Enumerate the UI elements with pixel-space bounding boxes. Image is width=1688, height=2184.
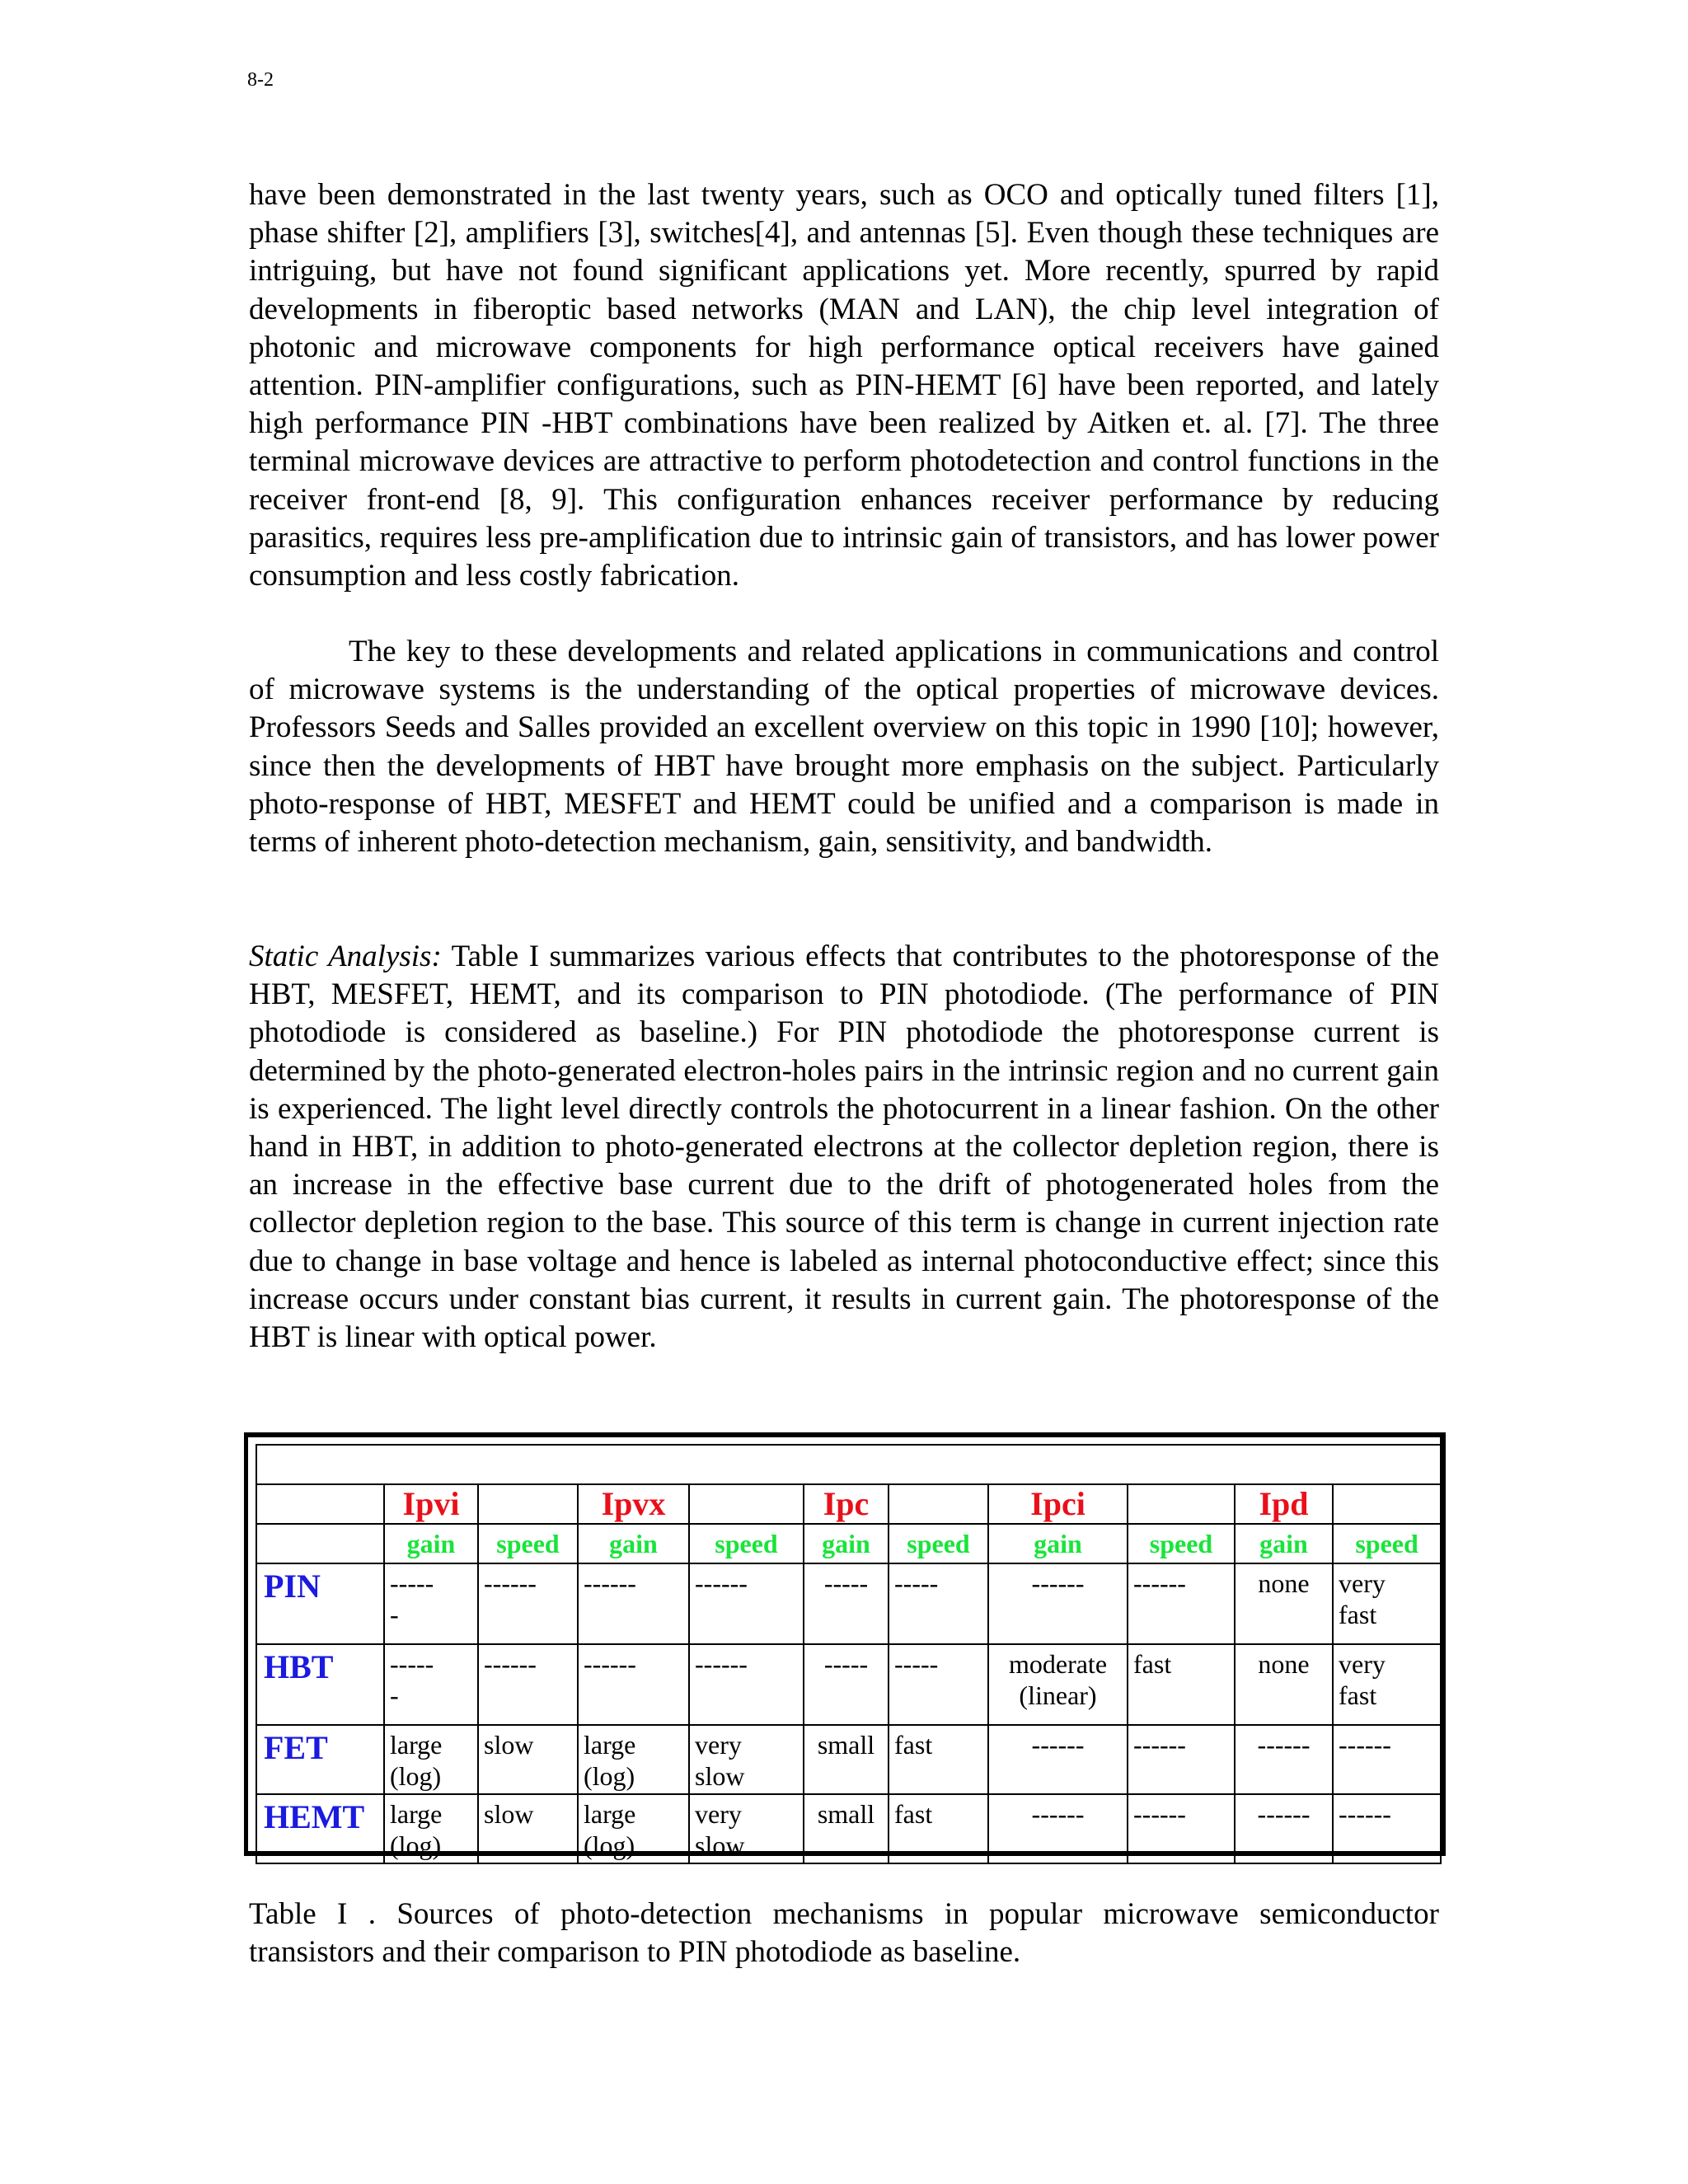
- row-label: PIN: [256, 1563, 384, 1644]
- subheader-cell: gain: [804, 1524, 889, 1563]
- table-cell: ------: [1128, 1563, 1235, 1644]
- subheader-cell: speed: [689, 1524, 804, 1563]
- table-cell: ------: [689, 1563, 804, 1644]
- table-cell: -----: [804, 1563, 889, 1644]
- table-cell: ------: [1333, 1725, 1441, 1794]
- table-title-cell: [256, 1445, 1441, 1484]
- table-cell: -----: [804, 1644, 889, 1725]
- table-cell: ----- -: [384, 1563, 478, 1644]
- table-cell: none: [1235, 1644, 1333, 1725]
- paragraph-key-developments: The key to these developments and related applications in communications and control of microwave systems is the understanding of the optical properties of microwave devices. Professors Seeds and Salles provided an excellent overview on this topic in 1990 [10]; however, since then the developments of HBT have brought more emphasis on the subject. Particularly photo-response of HBT, MESFET and HEMT could be unified and a comparison is made in terms of inherent photo-detection mechanism, gain, sensitivity, and bandwidth.: [249, 635, 1439, 860]
- table-cell: ------: [1235, 1794, 1333, 1863]
- row-label: FET: [256, 1725, 384, 1794]
- quantity-header: Ipc: [804, 1484, 889, 1524]
- table-caption: Table I . Sources of photo-detection mechanisms in popular microwave semiconductor transistors and their comparison to PIN photodiode as baseline.: [249, 1897, 1439, 1969]
- subheader-cell: speed: [889, 1524, 988, 1563]
- row-label: HEMT: [256, 1794, 384, 1863]
- quantity-header: Ipci: [988, 1484, 1128, 1524]
- corner-cell: [256, 1484, 384, 1524]
- static-analysis-heading: Static Analysis:: [249, 940, 442, 973]
- table-cell: ------: [1128, 1794, 1235, 1863]
- subheader-cell: gain: [384, 1524, 478, 1563]
- table-cell: very slow: [689, 1794, 804, 1863]
- subheader-row: [256, 1524, 1441, 1563]
- table-cell: ------: [1333, 1794, 1441, 1863]
- table-cell: fast: [889, 1794, 988, 1863]
- table-row: [256, 1725, 1441, 1794]
- row-label: HBT: [256, 1644, 384, 1725]
- table-cell: -----: [889, 1563, 988, 1644]
- table-cell: ----- -: [384, 1644, 478, 1725]
- subheader-cell: speed: [1128, 1524, 1235, 1563]
- paragraph-static-analysis: [249, 938, 1439, 1357]
- header-spacer: [1333, 1484, 1441, 1524]
- header-spacer: [1128, 1484, 1235, 1524]
- header-spacer: [689, 1484, 804, 1524]
- table-cell: ------: [578, 1563, 689, 1644]
- quantity-header: Ipvx: [578, 1484, 689, 1524]
- corner-cell: [256, 1524, 384, 1563]
- table-cell: very slow: [689, 1725, 804, 1794]
- table-title-row: [256, 1445, 1441, 1484]
- paragraph-intro: have been demonstrated in the last twenty years, such as OCO and optically tuned filters [1], phase shifter [2], amplifiers [3], switches[4], and antennas [5]. Even though these techniques are intriguing, but have not found significant applications yet. More recently, spurred by rapid developments in fiberoptic based networks (MAN and LAN), the chip level integration of photonic and microwave components for high performance optical receivers have gained attention. PIN-amplifier configurations, such as PIN-HEMT [6] have been reported, and lately high performance PIN -HBT combinations have been realized by Aitken et. al. [7]. The three terminal microwave devices are attractive to perform photodetection and control functions in the receiver front-end [8, 9]. This configuration enhances receiver performance by reducing parasitics, requires less pre-amplification due to intrinsic gain of transistors, and has lower power consumption and less costly fabrication.: [249, 178, 1439, 593]
- table-cell: slow: [478, 1794, 578, 1863]
- table-cell: ------: [988, 1563, 1128, 1644]
- table-cell: large (log): [384, 1725, 478, 1794]
- table-cell: large (log): [578, 1794, 689, 1863]
- photodetection-table: [256, 1444, 1442, 1864]
- table-cell: ------: [478, 1563, 578, 1644]
- table-cell: small: [804, 1725, 889, 1794]
- table-cell: ------: [578, 1644, 689, 1725]
- subheader-cell: speed: [478, 1524, 578, 1563]
- quantity-header: Ipvi: [384, 1484, 478, 1524]
- table-cell: none: [1235, 1563, 1333, 1644]
- table-cell: ------: [1235, 1725, 1333, 1794]
- table-row: [256, 1563, 1441, 1644]
- table-cell: large (log): [384, 1794, 478, 1863]
- header-spacer: [889, 1484, 988, 1524]
- table-cell: ------: [478, 1644, 578, 1725]
- header-spacer: [478, 1484, 578, 1524]
- table-cell: very fast: [1333, 1563, 1441, 1644]
- table-cell: -----: [889, 1644, 988, 1725]
- table-cell: large (log): [578, 1725, 689, 1794]
- table-row: [256, 1644, 1441, 1725]
- page-number: 8-2: [247, 69, 274, 91]
- subheader-cell: gain: [578, 1524, 689, 1563]
- subheader-cell: gain: [988, 1524, 1128, 1563]
- table-cell: ------: [988, 1794, 1128, 1863]
- table-cell: slow: [478, 1725, 578, 1794]
- table-cell: ------: [988, 1725, 1128, 1794]
- table-cell: fast: [889, 1725, 988, 1794]
- subheader-cell: speed: [1333, 1524, 1441, 1563]
- table-row: [256, 1794, 1441, 1863]
- table-cell: moderate (linear): [988, 1644, 1128, 1725]
- table-cell: very fast: [1333, 1644, 1441, 1725]
- static-analysis-body: Table I summarizes various effects that contributes to the photoresponse of the HBT, MESFET, HEMT, and its comparison to PIN photodiode. (The performance of PIN photodiode is considered as baseline.) For PIN photodiode the photoresponse current is determined by the photo-generated electron-holes pairs in the intrinsic region and no current gain is experienced. The light level directly controls the photocurrent in a linear fashion. On the other hand in HBT, in addition to photo-generated electrons at the collector depletion region, there is an increase in the effective base current due to the drift of photogenerated holes from the collector depletion region to the base. This source of this term is change in current injection rate due to change in base voltage and hence is labeled as internal photoconductive effect; since this increase occurs under constant bias current, it results in current gain. The photoresponse of the HBT is linear with optical power.: [249, 940, 1440, 1355]
- table-cell: ------: [689, 1644, 804, 1725]
- quantity-header-row: [256, 1484, 1441, 1524]
- subheader-cell: gain: [1235, 1524, 1333, 1563]
- table-cell: fast: [1128, 1644, 1235, 1725]
- table-cell: small: [804, 1794, 889, 1863]
- table-cell: ------: [1128, 1725, 1235, 1794]
- quantity-header: Ipd: [1235, 1484, 1333, 1524]
